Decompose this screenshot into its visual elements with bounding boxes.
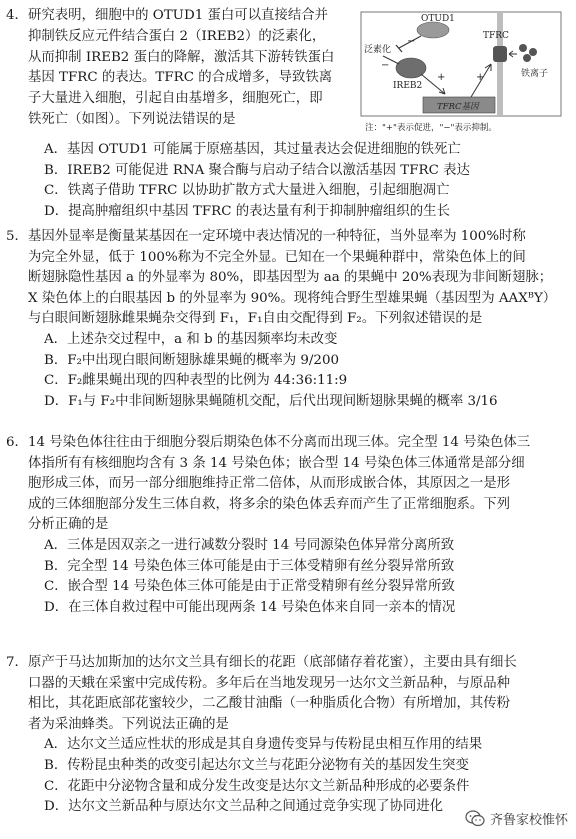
option-b: B．传粉昆虫种类的改变引起达尔文兰与花距分泌物有关的基因发生突变 (44, 757, 469, 773)
question-4-stem-line: 研究表明，细胞中的 OTUD1 蛋白可以直接结合并 (28, 8, 328, 23)
iron-ion (523, 54, 531, 62)
otud1-label: OTUD1 (421, 14, 455, 24)
option-d: D．在三体自救过程中可能出现两条 14 号染色体来自同一亲本的情况 (44, 599, 456, 615)
question-6-stem-line: 体指所有有核细胞均含有 3 条 14 号染色体；嵌合型 14 号染色体三体通常是部分细 (28, 455, 525, 471)
question-6-stem-line: 分析正确的是 (28, 517, 109, 533)
ireb2-label: IREB2 (393, 81, 423, 91)
option-c: C．铁离子借助 TFRC 以协助扩散方式大量进入细胞，引起细胞凋亡 (44, 183, 450, 199)
minus-sign: − (407, 36, 416, 47)
question-4-stem-line: 从而抑制 IREB2 蛋白的降解，激活其下游转铁蛋白 (28, 49, 335, 65)
wechat-icon (465, 810, 485, 827)
tfrc-receptor (493, 46, 507, 62)
plus-sign: + (437, 72, 446, 83)
option-d: D．达尔文兰新品种与原达尔文兰品种之间通过竞争实现了协同进化 (44, 799, 444, 815)
question-7-stem-line: 者为采油蜂类。下列说法正确的是 (28, 716, 229, 732)
tfrc-pathway-figure (359, 8, 569, 138)
option-d: D．F₁与 F₂中非间断翅脉果蝇随机交配，后代出现间断翅脉果蝇的概率 3/16 (44, 393, 498, 409)
question-4-stem-line: 抑制铁反应元件结合蛋白 2（IREB2）的泛素化， (28, 28, 326, 44)
tfrc-label: TFRC (483, 31, 509, 41)
option-a: A．上述杂交过程中，a 和 b 的基因频率均未改变 (44, 331, 338, 347)
question-5 (6, 227, 568, 412)
option-a: A．达尔文兰适应性状的形成是其自身遗传变异与传粉昆虫相互作用的结果 (44, 737, 483, 753)
option-b: B．完全型 14 号染色体三体可能是由于三体受精卵有丝分裂异常所致 (44, 558, 455, 574)
option-b: B．IREB2 可能促进 RNA 聚合酶与启动子结合以激活基因 TFRC 表达 (44, 162, 470, 178)
option-c: C．花距中分泌物含量和成分发生改变是达尔文兰新品种形成的必要条件 (44, 778, 470, 794)
iron-ion (529, 48, 537, 56)
option-a: A．基因 OTUD1 可能属于原癌基因，其过量表达会促进细胞的铁死亡 (44, 142, 461, 157)
question-4-options (6, 140, 568, 222)
pathway-diagram (359, 8, 569, 138)
question-number: 7． (6, 655, 28, 670)
wechat-watermark (461, 807, 568, 829)
tfrc-gene-label: TFRC基因 (437, 102, 479, 112)
question-4 (6, 6, 361, 131)
otud1-protein (417, 22, 449, 38)
question-5-stem-line: 与白眼间断翅脉雌果蝇杂交得到 F₁，F₁自由交配得到 F₂。下列叙述错误的是 (28, 311, 483, 327)
cell-membrane (497, 12, 503, 116)
question-4-stem-line: 铁死亡（如图）。下列说法错误的是 (28, 111, 236, 127)
question-7 (6, 653, 568, 818)
question-7-stem-line: 原产于马达加斯加的达尔文兰具有细长的花距（底部储存着花蜜），主要由具有细长 (28, 655, 517, 670)
question-4-stem-line: 子大量进入细胞，引起自由基增多，细胞死亡，即 (28, 91, 323, 107)
watermark-text: 齐鲁家校惟怀 (489, 812, 568, 828)
option-b: B．F₂中出现白眼间断翅脉雄果蝇的概率为 9/200 (44, 352, 339, 368)
figure-note: 注："+"表示促进，"−"表示抑制。 (365, 123, 497, 133)
question-5-stem-line: 为完全外显，低于 100%称为不完全外显。已知在一个果蝇种群中，常染色体上的间 (28, 249, 526, 265)
question-5-stem-line: 断翅脉隐性基因 a 的外显率为 80%，即基因型为 aa 的果蝇中 20%表现为非间断翅脉； (28, 270, 553, 286)
question-6-stem-line: 成的三体细胞部分发生三体自救，将多余的染色体丢弃而产生了正常细胞系。下列 (28, 496, 511, 512)
option-c: C．F₂雌果蝇出现的四种表型的比例为 44:36:11:9 (44, 373, 348, 389)
iron-ion-label: 铁离子 (521, 69, 549, 79)
minus-sign: − (381, 60, 390, 71)
question-6-stem-line: 胞形成三体，而另一部分细胞维持正常二倍体，从而形成嵌合体，其原因之一是形 (28, 476, 511, 492)
question-6 (6, 433, 568, 618)
question-6-stem-line: 14 号染色体往往由于细胞分裂后期染色体不分离而出现三体。完全型 14 号染色体三 (28, 435, 531, 450)
option-c: C．嵌合型 14 号染色体三体可能是由于正常受精卵有丝分裂异常所致 (44, 579, 455, 595)
question-number: 6． (6, 435, 28, 450)
plus-sign: + (476, 72, 485, 83)
question-number: 4． (6, 8, 28, 23)
question-7-stem-line: 相比，其花距底部花蜜较少，二乙酸甘油酯（一种脂质化合物）有所增加，其传粉 (28, 696, 511, 712)
question-4-stem-line: 基因 TFRC 的表达。TFRC 的合成增多，导致铁离 (28, 70, 333, 86)
option-a: A．三体是因双亲之一进行减数分裂时 14 号同源染色体异常分离所致 (44, 537, 455, 553)
question-5-stem-line: X 染色体上的白眼基因 b 的外显率为 90%。现将纯合野生型雄果蝇（基因型为 AAXᴮY） (28, 290, 557, 306)
iron-ion (519, 44, 527, 52)
option-d: D．提高肿瘤组织中基因 TFRC 的表达量有利于抑制肿瘤组织的生长 (44, 203, 450, 219)
question-number: 5． (6, 229, 28, 244)
question-5-stem-line: 基因外显率是衡量某基因在一定环境中表达情况的一种特征，当外显率为 100%时称 (28, 229, 526, 244)
ubiquitination-label: 泛素化 (364, 45, 392, 55)
question-7-stem-line: 口器的天蛾在采蜜中完成传粉。多年后在当地发现另一达尔文兰新品种，与原品种 (28, 675, 511, 691)
